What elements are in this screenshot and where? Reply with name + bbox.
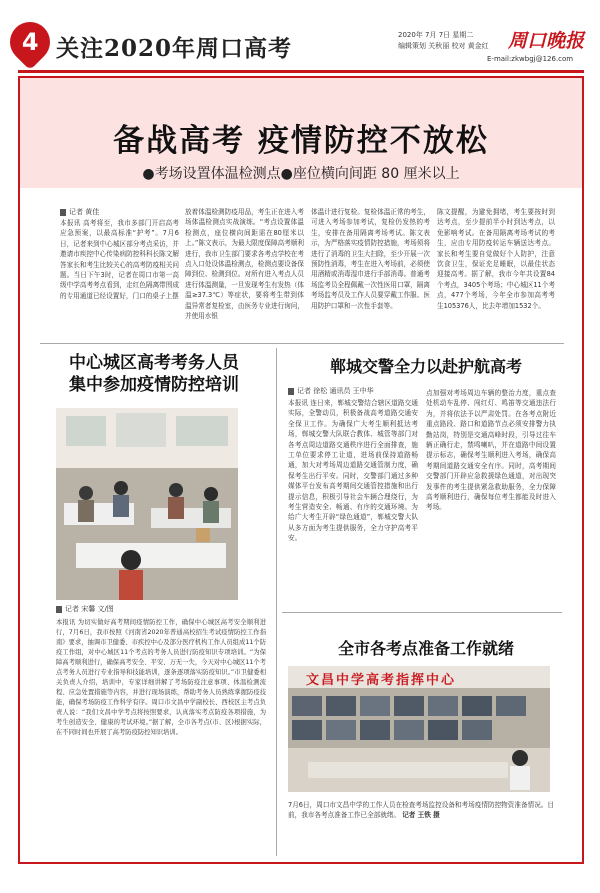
issue-date: 2020年 7月 7日 星期二: [398, 31, 474, 39]
right-story-column-1: 本报讯 连日来，郸城交警结合辖区道路交通实际，全警动员，积极备战高考道路交通安全保卫工作。为确保广大考生顺利抵达考场，郸城交警大队联合教体、城管等部门对各考点周边道路交通秩序进行全面排查，施工单位要求停工让道，进场前保持道路畅通，加大对考场周边道路交通管制力度，确保考生出行平安。同时，交警部门通过多种媒体平台发布高考期间交通管控措施和出行提示信息，积极引导社会车辆合理绕行，为考生营造安全、畅通、有序的交通环境。为给广大考生开辟“绿色通道”，郸城交警大队从多方面为考生提供服务，全力守护高考平安。: [288, 399, 418, 543]
byline-marker-icon: [60, 209, 66, 216]
left-story-byline: 记者 宋馨 文/图: [56, 604, 114, 614]
newspaper-logo: 周口晚报: [508, 30, 585, 52]
training-photo: [56, 408, 238, 600]
issue-staff: 编辑策划 关秋丽 校对 黄金红: [398, 42, 489, 50]
byline-marker-icon: [288, 388, 294, 395]
left-story-body: 本报讯 为切实做好高考期间疫情防控工作，确保中心城区高考安全顺利进行，7月6日，我市按照《河南省2020年普通高校招生考试疫情防控工作指南》要求，抽调市卫健委、市疾控中心及部分医疗机构工作人员组成11个防疫工作组，对中心城区11个考点的考务人员进行防疫知识专项培训。“为保障高考顺利进行，确保高考安全、平安、万无一失，今天对中心城区11个考点考务人员进行专业指导和技能培训，逐条逐项落实防疫知识。”市卫健委相关负责人介绍，培训中，专家详细讲解了考场防疫注意事项、体温检测流程、应急处置措施等内容，并进行现场演练，帮助考务人员熟练掌握防疫技能，确保考场防疫工作科学有序。周口市文昌中学副校长、西校区主考点负责人说：“我们文昌中学考点将按照要求，认真落实考点防疫各项措施，为考生创造安全、健康的考试环境。”据了解，全市各考点(市、区)根据实际，在不同时间也开展了高考防疫防控知识培训。: [56, 619, 266, 736]
banner-headline: 备战高考 疫情防控不放松: [113, 123, 489, 159]
issue-meta: [398, 30, 508, 52]
command-center-sign: 文昌中学高考指挥中心: [306, 673, 457, 688]
lead-column-4: 陈文提醒，为避免拥堵，考生要按时到达考点，至少提前半小时到达考点，以免影响考试。在备用隔离考场考试的考生，应由专用防疫转运车辆送达考点。家长和考生要自觉做好个人防护，注意饮食卫生，保证充足睡眠，以最佳状态迎接高考。据了解，我市今年共设置84个考点，3405个考场；中心城区11个考点，477个考场，今年全市参加高考考生105376人，比去年增加1532个。: [437, 208, 555, 310]
left-story-headline: 中心城区高考考务人员 集中参加疫情防控培训: [69, 353, 239, 395]
banner-subheadline: ●考场设置体温检测点●座位横向间距 80 厘米以上: [142, 166, 460, 182]
right-story-headline: 郸城交警全力以赴护航高考: [329, 357, 522, 376]
command-center-photo: [288, 666, 550, 792]
lead-column-1: 本报讯 高考将至，我市多部门开启高考应急预案，以最高标准“护考”。7月6日，记者来到中心城区部分考点采访，并邀请市疾控中心传染病防控科科长陈文解答家长和考生比较关心的高考防疫相关问题。当日下午3时，记者在周口市第一高级中学高考考点看到，走红色隔离带围成的专用通道已经设置好，门口的桌子上摆: [60, 219, 179, 300]
bottom-photo-caption: 7月6日，周口市文昌中学的工作人员在检查考场监控设备和考场疫情防控物资准备情况。目前，我市各考点准备工作已全部就绪。 记者 王铁 摄: [288, 801, 554, 820]
lead-column-2: 放着体温检测防疫用品，考生正在进入考场体温检测点实战演练。“考点设置体温检测点，座位横向间距需在80厘米以上。”陈文表示，为最大限度保障高考顺利进行，我市卫生部门要求各考点学校在考点入口处设体温检测点，检测点要设备保障到位、检测到位。对所有进入考点人员进行体温测量，一旦发现考生有发热（体温≥37.3℃）等症状，要将考生带到体温异常者复检室，由医务专业进行询问，并使用水银: [185, 208, 304, 321]
right-story-byline: 记者 徐松 通讯员 王中华: [288, 386, 374, 396]
header-rule: [18, 70, 584, 73]
right-story-column-2: 点加强对考场周边车辆的整治力度，重点查处机动车乱停、闯红灯、鸣笛等交通违法行为，并将依法予以严肃处罚。在各考点附近重点路段、路口和道路节点必须安排警力执勤站岗，特别是交通高峰时段，引导过往车辆正确行走，禁鸣喇叭，并在道路中间设置提示标志，确保考生顺利进入考场，确保高考期间道路交通安全有序。同时，高考期间交警部门开辟应急救援绿色通道，对出现突发事件的考生提供紧急救助服务，全力保障高考顺利进行，确保每位考生都能及时进入考场。: [426, 389, 556, 512]
bottom-story-headline: 全市各考点准备工作就绪: [337, 639, 514, 658]
column-divider: [276, 348, 277, 856]
section-title: 关注2020年周口高考: [56, 35, 293, 62]
lead-divider: [40, 343, 564, 344]
training-photo-graphic: [56, 408, 238, 600]
byline-marker-icon: [56, 606, 62, 613]
page-number-badge: 4: [2, 14, 59, 71]
photo-credit: 记者 王铁 摄: [402, 811, 440, 820]
bottom-divider: [282, 612, 562, 613]
lead-column-3: 体温计进行复检。复检体温正常的考生，可进入考场参加考试，复检仍发热的考生，安排在备用隔离考场考试。陈文表示，为严格落实疫情防控措施，考场须将进行了消毒的卫生大扫除，至少开展一次预防性消毒，考生在进入考场前，必须使用酒精或消毒湿巾进行手部消毒。普通考场监考员全程佩戴一次性医用口罩，隔离考场监考员及工作人员要穿戴工作服、医用防护口罩和一次性手套等。: [311, 208, 430, 310]
lead-byline: 记者 黄佳: [60, 207, 99, 217]
contact-email: E-mail:zkwbgj@126.com: [487, 55, 574, 63]
